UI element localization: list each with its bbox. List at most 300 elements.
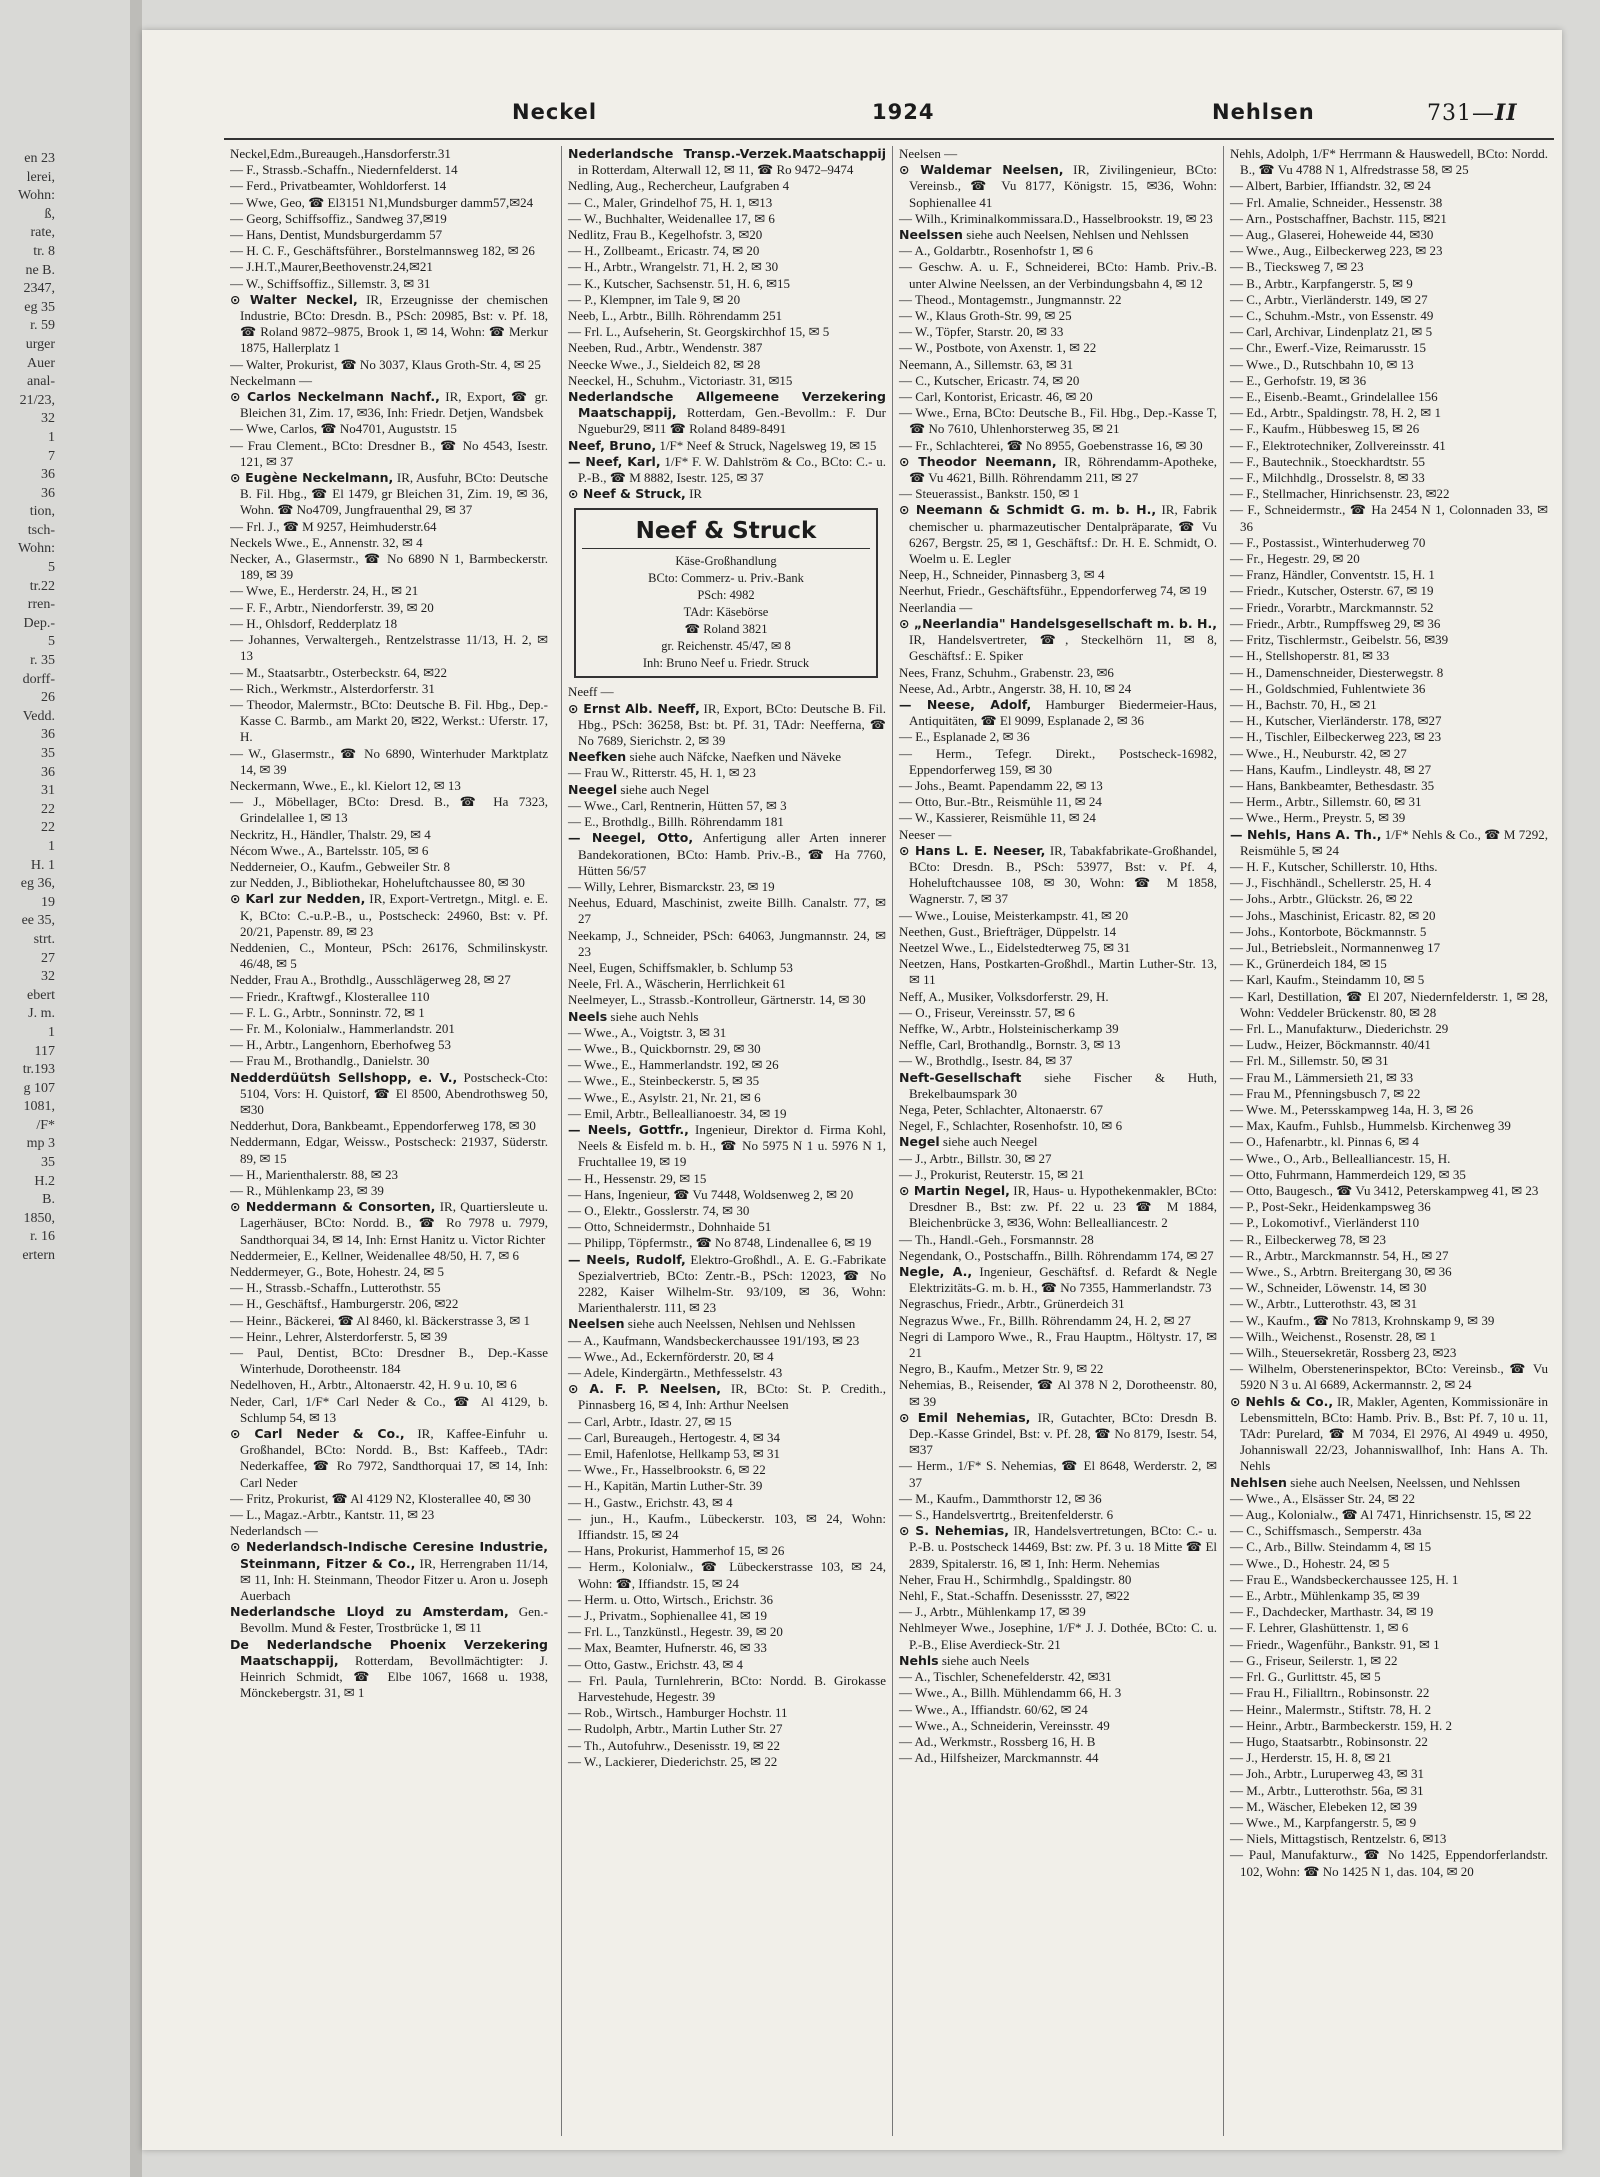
directory-entry [568, 1073, 886, 1089]
entry-text: — Wwe., H., Neuburstr. 42, ✉ 27 [1230, 745, 1407, 761]
directory-entry [568, 1009, 886, 1025]
entry-text: Neckels Wwe., E., Annenstr. 32, ✉ 4 [230, 534, 423, 550]
directory-entry [1230, 1702, 1548, 1718]
entry-text: — H., Ohlsdorf, Redderplatz 18 [230, 615, 398, 631]
directory-entry [1230, 1637, 1548, 1653]
directory-entry [1230, 1118, 1548, 1134]
directory-entry [899, 1669, 1217, 1685]
entry-text: Neeser — [899, 826, 952, 842]
entry-text: — Wwe., Ad., Eckernförderstr. 20, ✉ 4 [568, 1348, 774, 1364]
entry-text: — J., Möbellager, BCto: Dresd. B., ☎ Ha 7323, Grindelallee 1, ✉ 13 [230, 794, 548, 826]
directory-entry [899, 794, 1217, 810]
entry-text: IR, Kaffee-Einfuhr u. Großhandel, BCto: Nordd. B., Bst: Kaffeeb., TAdr: Nederkaffee, ☎ Ro 7972, Sandthorquai 17, ✉ 14, Inh: Carl Neder [240, 1426, 548, 1490]
advertisement-box [574, 508, 878, 678]
margin-fragment: g 107 [23, 1080, 55, 1096]
directory-entry [1230, 713, 1548, 729]
directory-entry [899, 1248, 1217, 1264]
entry-text: Neffke, W., Arbtr., Holsteinischerkamp 39 [899, 1020, 1119, 1036]
entry-name: ⊙ Nederlandsch-Indische Ceresine Industrie, Steinmann, Fitzer & Co., [230, 1539, 548, 1571]
entry-text: — Heinr., Arbtr., Barmbeckerstr. 159, H. 2 [1230, 1717, 1453, 1733]
directory-entry [230, 1134, 548, 1166]
margin-fragment: 31 [41, 783, 55, 799]
directory-entry [1230, 1653, 1548, 1669]
entry-name: Nehlsen [1230, 1474, 1287, 1490]
ad-line: ☎ Roland 3821 [684, 622, 768, 637]
entry-name: ⊙ Carlos Neckelmann Nachf., [230, 389, 440, 405]
directory-entry [230, 1539, 548, 1604]
entry-name: ⊙ „Neerlandia" Handelsgesellschaft m. b. H., [899, 615, 1217, 631]
directory-entry [899, 211, 1217, 227]
directory-entry [568, 992, 886, 1008]
directory-entry [1230, 1556, 1548, 1572]
entry-text: — Hans, Prokurist, Hammerhof 15, ✉ 26 [568, 1543, 785, 1559]
margin-fragment: Wohn: [18, 188, 55, 204]
entry-text: IR, Erzeugnisse der chemischen Industrie, BCto: Dresdn. B., PSch: 20985, Bst: v. Pf. 18, ☎ Roland 9872–9875, Brook 1, ✉ 14, Wohn: ☎ Merkur 1875, Hallerplatz 1 [240, 291, 548, 356]
entry-text: Gen.-Bevollm. Mund & Fester, Trostbrücke 1, ✉ 11 [240, 1604, 548, 1636]
directory-entry [899, 308, 1217, 324]
directory-entry [1230, 1021, 1548, 1037]
directory-entry [230, 1118, 548, 1134]
directory-entry [1230, 1718, 1548, 1734]
directory-entry [1230, 405, 1548, 421]
directory-entry [568, 357, 886, 373]
entry-text: Neder, Carl, 1/F* Carl Neder & Co., ☎ Al 4129, b. Schlump 54, ✉ 13 [230, 1393, 548, 1425]
entry-text: 1/F* Neef & Struck, Nagelsweg 19, ✉ 15 [656, 437, 877, 453]
directory-entry [899, 1734, 1217, 1750]
entry-text: Neckritz, H., Händler, Thalstr. 29, ✉ 4 [230, 826, 431, 842]
directory-entry [899, 567, 1217, 583]
directory-entry [568, 684, 886, 700]
entry-text: — O., Friseur, Vereinsstr. 57, ✉ 6 [899, 1004, 1075, 1020]
column-1 [230, 146, 548, 2136]
directory-entry [1230, 924, 1548, 940]
directory-entry [568, 1592, 886, 1608]
margin-fragment: 36 [41, 727, 55, 743]
directory-entry [899, 243, 1217, 259]
entry-name: — Nehls, Hans A. Th., [1230, 826, 1382, 842]
entry-text: — Frl. M., Sillemstr. 50, ✉ 31 [1230, 1053, 1389, 1069]
directory-entry [899, 665, 1217, 681]
directory-entry [230, 843, 548, 859]
directory-entry [1230, 1669, 1548, 1685]
entry-text: in Rotterdam, Alterwall 12, ✉ 11, ☎ Ro 9472–9474 [578, 162, 854, 178]
entry-text: — Fr. M., Kolonialw., Hammerlandstr. 201 [230, 1020, 455, 1036]
entry-text: — A., Kaufmann, Wandsbeckerchaussee 191/193, ✉ 23 [568, 1332, 860, 1348]
entry-text: — W., Schiffsoffiz., Sillemstr. 3, ✉ 31 [230, 275, 431, 291]
entry-name: ⊙ Hans L. E. Neeser, [899, 842, 1046, 858]
directory-entry [568, 1559, 886, 1591]
entry-text: — C., Schuhm.-Mstr., von Essenstr. 49 [1230, 308, 1434, 324]
entry-text: Neeckel, H., Schuhm., Victoriastr. 31, ✉15 [568, 372, 793, 388]
entry-name: Nedderdüütsh Sellshopp, e. V., [230, 1069, 458, 1085]
directory-entry [1230, 1183, 1548, 1199]
margin-fragment: ee 35, [21, 913, 55, 929]
directory-entry [899, 1151, 1217, 1167]
margin-fragment: 1 [48, 429, 55, 445]
entry-text: — Wwe., A., Schneiderin, Vereinsstr. 49 [899, 1717, 1110, 1733]
directory-entry [230, 875, 548, 891]
entry-text: — Johs., Beamt. Papendamm 22, ✉ 13 [899, 777, 1103, 793]
margin-fragment: 1850, [23, 1210, 55, 1226]
directory-entry [1230, 438, 1548, 454]
directory-entry [1230, 1345, 1548, 1361]
directory-entry [230, 211, 548, 227]
directory-entry [899, 1653, 1217, 1669]
directory-entry [899, 778, 1217, 794]
directory-entry [899, 1718, 1217, 1734]
directory-entry [230, 1296, 548, 1312]
directory-entry [899, 1313, 1217, 1329]
directory-entry [899, 438, 1217, 454]
directory-entry [230, 276, 548, 292]
entry-text: Neher, Frau H., Schirmhdlg., Spaldingstr. 80 [899, 1571, 1132, 1587]
entry-name: Neefken [568, 749, 627, 765]
directory-entry [230, 1248, 548, 1264]
margin-fragment: 21/23, [19, 392, 55, 408]
entry-text: — Niels, Mittagstisch, Rentzelstr. 6, ✉13 [1230, 1831, 1447, 1847]
directory-entry [1230, 583, 1548, 599]
entry-text: Neffle, Carl, Brothandlg., Bornstr. 3, ✉ 13 [899, 1037, 1121, 1053]
margin-fragment: Auer [27, 355, 55, 371]
entry-text: — E., Arbtr., Mühlenkamp 35, ✉ 39 [1230, 1588, 1420, 1604]
entry-text: IR, Makler, Agenten, Kommissionäre in Lebensmitteln, BCto: Hamb. Priv. B., Bst: Pf. 7, 10 u. 11, TAdr: Purelard, ☎ M 7034, El 2976, Al 4949 u. 4950, Johanniswall 22/23, Johanniswallhof, Inh: Hans A. Th. Nehls [1240, 1393, 1548, 1474]
directory-entry [1230, 1167, 1548, 1183]
directory-entry [568, 211, 886, 227]
margin-fragment: rate, [30, 225, 55, 241]
entry-text: — Johs., Kontorbote, Böckmannstr. 5 [1230, 923, 1427, 939]
entry-text: Neetzen, Hans, Postkarten-Großhdl., Martin Luther-Str. 13, ✉ 11 [899, 956, 1217, 988]
entry-text: Nedelhoven, H., Arbtr., Altonaerstr. 42, H. 9 u. 10, ✉ 6 [230, 1377, 517, 1393]
directory-entry [568, 1235, 886, 1251]
directory-entry [568, 195, 886, 211]
directory-entry [230, 1313, 548, 1329]
directory-entry [1230, 1685, 1548, 1701]
directory-entry [1230, 1475, 1548, 1491]
entry-text: — Frl. L., Aufseherin, St. Georgskirchhof 15, ✉ 5 [568, 324, 830, 340]
directory-entry [1230, 502, 1548, 534]
directory-entry [568, 1349, 886, 1365]
entry-text: — H., Bachstr. 70, H., ✉ 21 [1230, 696, 1377, 712]
entry-text: — Chr., Ewerf.-Vize, Reimarusstr. 15 [1230, 340, 1426, 356]
entry-name: ⊙ Waldemar Neelsen, [899, 162, 1064, 178]
entry-text: Neep, H., Schneider, Pinnasberg 3, ✉ 4 [899, 567, 1105, 583]
directory-entry [1230, 1361, 1548, 1393]
directory-entry [899, 340, 1217, 356]
directory-entry [899, 1329, 1217, 1361]
directory-entry [230, 697, 548, 746]
directory-entry [1230, 1523, 1548, 1539]
entry-text: — Herm., Arbtr., Sillemstr. 60, ✉ 31 [1230, 794, 1422, 810]
entry-text: — E., Eisenb.-Beamt., Grindelallee 156 [1230, 389, 1438, 405]
directory-entry [230, 1345, 548, 1377]
entry-name: Nederlandsche Transp.-Verzek.Maatschappij [568, 146, 886, 161]
entry-text: — Arn., Postschaffner, Bachstr. 115, ✉21 [1230, 210, 1447, 226]
entry-text: — F., Elektrotechniker, Zollvereinsstr. 41 [1230, 437, 1446, 453]
directory-entry [568, 1608, 886, 1624]
directory-entry [230, 1523, 548, 1539]
entry-text: — Wilh., Kriminalkommissara.D., Hasselbrookstr. 19, ✉ 23 [899, 210, 1213, 226]
directory-page [142, 30, 1562, 2150]
directory-entry [568, 1041, 886, 1057]
margin-fragment: B. [42, 1192, 55, 1208]
directory-entry [1230, 729, 1548, 745]
directory-entry [230, 778, 548, 794]
entry-text: — Ferd., Privatbeamter, Wohldorferst. 14 [230, 178, 447, 194]
margin-fragment: ß, [44, 206, 55, 222]
entry-text: siehe auch Neegel [939, 1134, 1038, 1150]
entry-text: — A., Goldarbtr., Rosenhofstr 1, ✉ 6 [899, 243, 1093, 259]
directory-entry [899, 1458, 1217, 1490]
directory-entry [230, 551, 548, 583]
directory-entry [568, 1705, 886, 1721]
directory-entry [1230, 875, 1548, 891]
entry-text: — M., Staatsarbtr., Osterbeckstr. 64, ✉22 [230, 664, 448, 680]
directory-entry [1230, 1734, 1548, 1750]
directory-entry [568, 1106, 886, 1122]
entry-text: — Paul, Dentist, BCto: Dresdner B., Dep.-Kasse Winterhude, Dorotheenstr. 184 [230, 1345, 548, 1377]
directory-entry [1230, 1264, 1548, 1280]
entry-text: Neckelmann — [230, 372, 312, 388]
margin-fragment: Dep.- [23, 615, 55, 631]
entry-text: — H., Hessenstr. 29, ✉ 15 [568, 1170, 707, 1186]
entry-text: — Frau H., Filialltrn., Robinsonstr. 22 [1230, 1685, 1430, 1701]
directory-entry [230, 616, 548, 632]
directory-entry [1230, 956, 1548, 972]
directory-entry [568, 1624, 886, 1640]
entry-text: — J., Prokurist, Reuterstr. 15, ✉ 21 [899, 1166, 1085, 1182]
entry-text: — H., Stellshoperstr. 81, ✉ 33 [1230, 648, 1390, 664]
directory-entry [230, 1426, 548, 1491]
directory-entry [1230, 567, 1548, 583]
entry-text: — Heinr., Malermstr., Stiftstr. 78, H. 2 [1230, 1701, 1432, 1717]
entry-text: — Wwe., E., Steinbeckerstr. 5, ✉ 35 [568, 1073, 760, 1089]
entry-text: — C., Maler, Grindelhof 75, H. 1, ✉13 [568, 194, 773, 210]
entry-text: siehe auch Nehls [607, 1008, 699, 1024]
entry-text: — Wwe., A., Elsässer Str. 24, ✉ 22 [1230, 1490, 1416, 1506]
margin-fragment: 5 [48, 634, 55, 650]
directory-entry [230, 827, 548, 843]
directory-entry [1230, 1507, 1548, 1523]
entry-text: Nedderhut, Dora, Bankbeamt., Eppendorferweg 178, ✉ 30 [230, 1118, 536, 1134]
entry-text: — Rich., Werkmstr., Alsterdorferstr. 31 [230, 680, 435, 696]
directory-entry [568, 438, 886, 454]
listing-columns [230, 146, 1555, 2136]
entry-text: Neethen, Gust., Briefträger, Düppelstr. 14 [899, 923, 1117, 939]
entry-text: — Steuerassist., Bankstr. 150, ✉ 1 [899, 486, 1080, 502]
entry-text: — Frl. G., Gurlittstr. 45, ✉ 5 [1230, 1669, 1381, 1685]
ad-line: TAdr: Käsebörse [683, 605, 769, 620]
entry-text: Hamburger Biedermeier-Haus, Antiquitäten, ☎ El 9099, Esplanade 2, ✉ 36 [909, 696, 1217, 729]
entry-text: — Max, Beamter, Hufnerstr. 46, ✉ 33 [568, 1640, 767, 1656]
margin-fragment: 36 [41, 467, 55, 483]
margin-fragment: 36 [41, 764, 55, 780]
directory-entry [1230, 1766, 1548, 1782]
entry-text: — Karl, Kaufm., Steindamm 10, ✉ 5 [1230, 972, 1425, 988]
entry-text: — Wwe., D., Rutschbahn 10, ✉ 13 [1230, 356, 1414, 372]
entry-text: — F. Lehrer, Glashüttenstr. 1, ✉ 6 [1230, 1620, 1409, 1636]
entry-text: — Theod., Montagemstr., Jungmannstr. 22 [899, 291, 1122, 307]
directory-entry [1230, 665, 1548, 681]
directory-entry [899, 146, 1217, 162]
directory-entry [1230, 778, 1548, 794]
margin-fragment: tsch- [27, 522, 55, 538]
entry-text: — Fr., Hegestr. 29, ✉ 20 [1230, 551, 1360, 567]
ad-title: Neef & Struck [582, 514, 870, 549]
entry-text: IR, Export, ☎ gr. Bleichen 31, Zim. 17, ✉36, Inh: Friedr. Detjen, Wandsbek [240, 389, 548, 421]
entry-text: — Johs., Maschinist, Ericastr. 82, ✉ 20 [1230, 907, 1436, 923]
directory-entry [568, 1219, 886, 1235]
directory-entry [230, 1491, 548, 1507]
entry-text: — Wwe., O., Arb., Bellealliancestr. 15, H. [1230, 1150, 1451, 1166]
directory-entry [568, 1316, 886, 1332]
entry-text: — Carl, Arbtr., Idastr. 27, ✉ 15 [568, 1413, 732, 1429]
directory-entry [568, 1203, 886, 1219]
directory-entry [568, 1187, 886, 1203]
entry-name: Neelsen [568, 1316, 625, 1332]
margin-fragment: ebert [27, 987, 55, 1003]
directory-entry [1230, 632, 1548, 648]
entry-text: IR, Export-Vertretgn., Mitgl. e. E. K, BCto: C.-u.P.-B., u., Postscheck: 24960, Bst: v. Pf. 20/21, Papenstr. 89, ✉ 23 [240, 891, 548, 939]
entry-text: — H., Kapitän, Martin Luther-Str. 39 [568, 1478, 763, 1494]
entry-text: — Aug., Kolonialw., ☎ Al 7471, Hinrichsenstr. 15, ✉ 22 [1230, 1507, 1532, 1523]
entry-text: — Emil, Hafenlotse, Hellkamp 53, ✉ 31 [568, 1446, 780, 1462]
entry-text: IR, Tabakfabrikate-Großhandel, BCto: Dresdn. B., PSch: 53977, Bst: v. Pf. 4, Hoheluftchaussee 108, ✉ 30, Wohn: ☎ M 1858, Wagnerstr. 7, ✉ 37 [909, 842, 1217, 907]
entry-text: — Wwe, Carlos, ☎ No4701, Auguststr. 15 [230, 421, 457, 437]
directory-entry [899, 1102, 1217, 1118]
entry-text: — L., Magaz.-Arbtr., Kantstr. 11, ✉ 23 [230, 1507, 435, 1523]
directory-entry [230, 972, 548, 988]
entry-text: — Th., Handl.-Geh., Forsmannstr. 28 [899, 1231, 1094, 1247]
directory-entry [568, 960, 886, 976]
directory-entry [230, 1264, 548, 1280]
entry-text: IR, Quartiersleute u. Lagerhäuser, BCto: Nordd. B., ☎ Ro 7978 u. 7979, Sandthorquai 34, ✉ 14, Inh: Ernst Hanitz u. Victor Richter [240, 1199, 548, 1247]
margin-fragment: J. m. [28, 1006, 55, 1022]
entry-text: Neecke Wwe., J., Sieldeich 82, ✉ 28 [568, 356, 761, 372]
directory-entry [230, 1183, 548, 1199]
entry-text: — F., Bautechnik., Stoeckhardtstr. 55 [1230, 453, 1426, 469]
directory-entry [899, 373, 1217, 389]
entry-text: IR, Röhrendamm-Apotheke, ☎ Vu 4621, Billh. Röhrendamm 211, ✉ 27 [909, 453, 1217, 486]
directory-entry [230, 1053, 548, 1069]
directory-entry [1230, 1799, 1548, 1815]
directory-entry [568, 259, 886, 275]
entry-text: Negel, F., Schlachter, Rosenhofstr. 10, ✉ 6 [899, 1118, 1123, 1134]
directory-entry [1230, 308, 1548, 324]
directory-entry [899, 908, 1217, 924]
directory-entry [899, 502, 1217, 567]
ad-line: Inh: Bruno Neef u. Friedr. Struck [642, 656, 810, 671]
entry-text: — Karl, Destillation, ☎ El 207, Niedernfelderstr. 1, ✉ 28, Wohn: Veddeler Brückenstr. 80, ✉ 28 [1230, 988, 1548, 1020]
directory-entry [230, 178, 548, 194]
entry-name: Neegel [568, 781, 618, 797]
entry-text: — Frau Clement., BCto: Dresdner B., ☎ No 4543, Isestr. 121, ✉ 37 [230, 437, 548, 469]
entry-text: Nécom Wwe., A., Bartelsstr. 105, ✉ 6 [230, 842, 429, 858]
entry-text: Rotterdam, Gen.-Bevollm.: F. Dur Nguebur29, ✉11 ☎ Roland 8489-8491 [578, 405, 886, 437]
directory-entry [899, 1167, 1217, 1183]
directory-entry [1230, 276, 1548, 292]
entry-text: — K., Kutscher, Sachsenstr. 51, H. 6, ✉15 [568, 275, 790, 291]
entry-text: — Frl. L., Manufakturw., Diederichstr. 29 [1230, 1020, 1449, 1036]
entry-text: — Frau M., Brothandlg., Danielstr. 30 [230, 1053, 430, 1069]
entry-text: — Herm. u. Otto, Wirtsch., Erichstr. 36 [568, 1591, 774, 1607]
entry-text: — Wwe., B., Quickbornstr. 29, ✉ 30 [568, 1040, 761, 1056]
directory-entry [230, 1037, 548, 1053]
entry-text: siehe auch Neelsen, Neelssen, und Nehlssen [1286, 1474, 1521, 1490]
entry-text: — B., Arbtr., Karpfangerstr. 5, ✉ 9 [1230, 275, 1413, 291]
entry-text: Neff, A., Musiker, Volksdorferstr. 29, H. [899, 988, 1109, 1004]
directory-entry [568, 1673, 886, 1705]
entry-text: — W., Lackierer, Diederichstr. 25, ✉ 22 [568, 1753, 778, 1769]
header-last-entry: Nehlsen [1212, 100, 1315, 124]
entry-text: Neelsen — [899, 146, 958, 161]
directory-entry [1230, 972, 1548, 988]
directory-entry [899, 1070, 1217, 1102]
margin-fragment: dorff- [22, 671, 55, 687]
entry-text: — G., Friseur, Seilerstr. 1, ✉ 22 [1230, 1652, 1398, 1668]
directory-entry [899, 1183, 1217, 1232]
entry-text: — Wwe., Louise, Meisterkampstr. 41, ✉ 20 [899, 907, 1129, 923]
page-header [212, 100, 1552, 140]
directory-entry [899, 989, 1217, 1005]
directory-entry [899, 583, 1217, 599]
entry-text: — Walter, Prokurist, ☎ No 3037, Klaus Groth-Str. 4, ✉ 25 [230, 356, 541, 372]
ad-line: gr. Reichenstr. 45/47, ✉ 8 [661, 639, 791, 654]
entry-text: — Wwe., Carl, Rentnerin, Hütten 57, ✉ 3 [568, 797, 787, 813]
directory-entry [899, 1377, 1217, 1409]
entry-text: — Otto, Bur.-Btr., Reismühle 11, ✉ 24 [899, 794, 1102, 810]
directory-entry [568, 1495, 886, 1511]
margin-fragment: 117 [34, 1043, 55, 1059]
directory-entry [568, 1171, 886, 1187]
entry-text: — Jul., Betriebsleit., Normannenweg 17 [1230, 939, 1441, 955]
directory-entry [1230, 324, 1548, 340]
entry-text: — H., Arbtr., Wrangelstr. 71, H. 2, ✉ 30 [568, 259, 779, 275]
directory-entry [899, 843, 1217, 908]
entry-text: — J., Arbtr., Mühlenkamp 17, ✉ 39 [899, 1604, 1086, 1620]
directory-entry [899, 1296, 1217, 1312]
directory-entry [899, 324, 1217, 340]
entry-text: Neckermann, Wwe., E., kl. Kielort 12, ✉ 13 [230, 777, 461, 793]
directory-entry [1230, 1394, 1548, 1475]
directory-entry [568, 1478, 886, 1494]
entry-text: Nedder, Frau A., Brothdlg., Ausschlägerweg 28, ✉ 27 [230, 972, 511, 988]
directory-entry [568, 1657, 886, 1673]
entry-text: — Rudolph, Arbtr., Martin Luther Str. 27 [568, 1721, 783, 1737]
directory-entry [568, 1252, 886, 1317]
directory-entry [230, 1394, 548, 1426]
directory-entry [899, 1232, 1217, 1248]
entry-text: IR, Handelsvertretungen, BCto: C.- u. P.-B. u. Postscheck 14469, Bst: zw. Pf. 3 u. 18 Mitte ☎ El 2839, Spitalerstr. 16, ✉ 1, Inh: Herm. Nehemias [909, 1523, 1217, 1571]
directory-entry [1230, 648, 1548, 664]
entry-text: — W., Arbtr., Lutterothstr. 43, ✉ 31 [1230, 1296, 1418, 1312]
entry-text: Negraschus, Friedr., Arbtr., Grünerdeich 31 [899, 1296, 1125, 1312]
directory-entry [899, 405, 1217, 437]
directory-entry [1230, 891, 1548, 907]
entry-text: — H., Arbtr., Langenhorn, Eberhofweg 53 [230, 1037, 451, 1053]
entry-text: — Georg, Schiffsoffiz., Sandweg 37,✉19 [230, 210, 447, 226]
directory-entry [899, 1507, 1217, 1523]
directory-entry [568, 765, 886, 781]
entry-name: — Neels, Rudolf, [568, 1251, 686, 1267]
entry-text: — Wwe., M., Karpfangerstr. 5, ✉ 9 [1230, 1814, 1417, 1830]
directory-entry [568, 1025, 886, 1041]
entry-text: — Fritz, Prokurist, ☎ Al 4129 N2, Klosterallee 40, ✉ 30 [230, 1490, 531, 1506]
entry-text: — R., Eilbeckerweg 78, ✉ 23 [1230, 1231, 1387, 1247]
margin-fragment: tr. 8 [33, 243, 55, 259]
directory-entry [230, 1021, 548, 1037]
directory-entry [1230, 1604, 1548, 1620]
entry-text: — Frl. Amalie, Schneider., Hessenstr. 38 [1230, 194, 1443, 210]
